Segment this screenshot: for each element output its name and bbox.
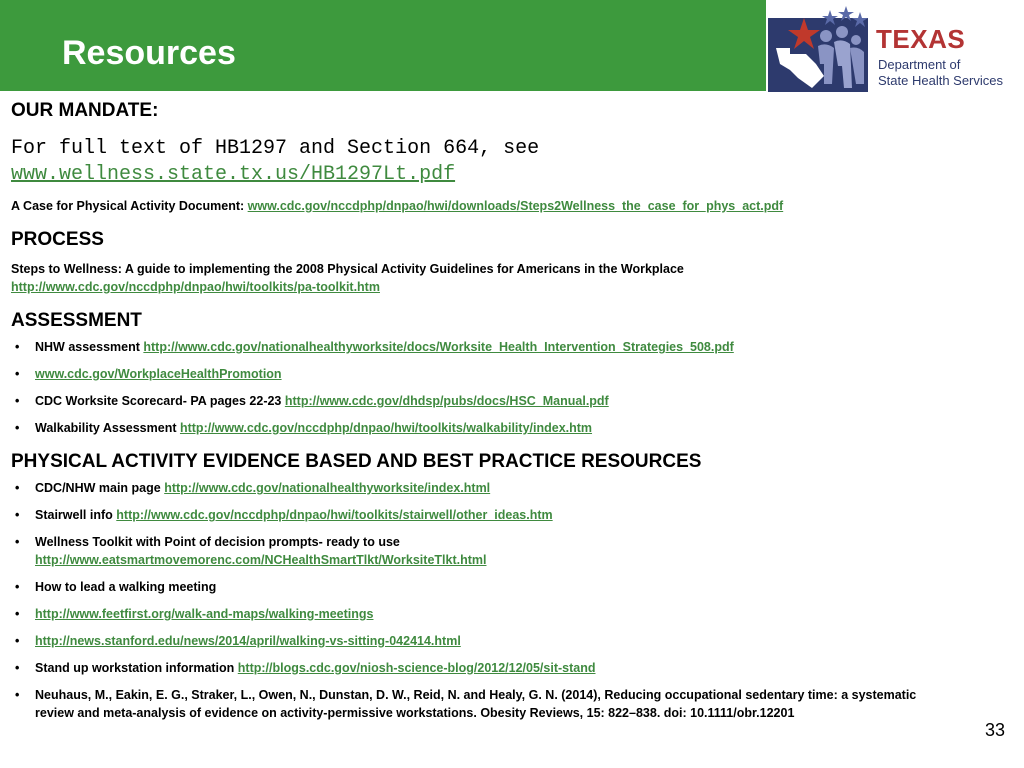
page-title: Resources [62,34,236,72]
mandate-link[interactable]: www.wellness.state.tx.us/HB1297Lt.pdf [11,163,456,186]
item-label: Stairwell info [35,508,117,522]
mandate-text: For full text of HB1297 and Section 664, see [11,137,540,160]
case-link[interactable]: www.cdc.gov/nccdphp/dnpao/hwi/downloads/Steps2Wellness_the_case_for_phys_act.pdf [247,199,784,213]
item-label: Neuhaus, M., Eakin, E. G., Straker, L., Owen, N., Dunstan, D. W., Reid, N. and Healy, G. N. (2014), Reducing occupational sedentary time: a systematic review and meta-analysis of evidence on activity-permissive workstations. Obesity Reviews, 15: 822–838. doi: 10.1111/obr.12201 [35,688,917,720]
list-item [11,659,1011,677]
mandate-link-row [11,162,1011,188]
item-link[interactable]: http://www.feetfirst.org/walk-and-maps/walking-meetings [35,607,374,621]
case-document-row [11,197,1011,215]
logo-texas-text: TEXAS [876,24,966,54]
item-link[interactable]: http://www.cdc.gov/nationalhealthyworksite/docs/Worksite_Health_Intervention_Strategies_508.pdf [143,340,734,354]
process-heading: PROCESS [11,229,104,250]
logo-emblem-icon [768,4,878,96]
texas-dshs-logo [768,4,1020,96]
item-label: How to lead a walking meeting [35,580,217,594]
item-link[interactable]: http://news.stanford.edu/news/2014/april/walking-vs-sitting-042414.html [35,634,461,648]
list-item [11,686,955,722]
list-item [11,365,1011,383]
process-link[interactable]: http://www.cdc.gov/nccdphp/dnpao/hwi/toolkits/pa-toolkit.htm [11,280,380,294]
item-link[interactable]: www.cdc.gov/WorkplaceHealthPromotion [35,367,282,381]
item-label: Wellness Toolkit with Point of decision prompts- ready to use [35,535,400,549]
main-content [11,100,1011,722]
mandate-heading: OUR MANDATE: [11,100,159,121]
title-bar [0,0,766,91]
item-link[interactable]: http://www.cdc.gov/nccdphp/dnpao/hwi/toolkits/stairwell/other_ideas.htm [116,508,553,522]
item-label: CDC/NHW main page [35,481,165,495]
resources-heading: PHYSICAL ACTIVITY EVIDENCE BASED AND BEST PRACTICE RESOURCES [11,451,702,472]
list-item [11,578,1011,596]
list-item [11,605,1011,623]
case-label: A Case for Physical Activity Document: [11,199,248,213]
logo-department-text [878,57,1003,89]
logo-line-2: Department of [878,57,961,72]
assessment-heading: ASSESSMENT [11,310,142,331]
page-number: 33 [984,720,1005,740]
item-link[interactable]: http://www.eatsmartmovemorenc.com/NCHealthSmartTlkt/WorksiteTlkt.html [35,553,487,567]
process-text: Steps to Wellness: A guide to implementing the 2008 Physical Activity Guidelines for Americans in the Workplace [11,262,684,276]
item-label: NHW assessment [35,340,144,354]
list-item [11,506,1011,524]
item-label: CDC Worksite Scorecard- PA pages 22-23 [35,394,285,408]
item-link[interactable]: http://blogs.cdc.gov/niosh-science-blog/2012/12/05/sit-stand [237,661,596,675]
assessment-list [11,338,1011,437]
list-item [11,479,1011,497]
list-item [11,419,1011,437]
list-item [11,632,1011,650]
item-link[interactable]: http://www.cdc.gov/nationalhealthyworksite/index.html [164,481,491,495]
list-item [11,392,1011,410]
item-label: Stand up workstation information [35,661,238,675]
item-label: Walkability Assessment [35,421,180,435]
item-link[interactable]: http://www.cdc.gov/dhdsp/pubs/docs/HSC_Manual.pdf [284,394,609,408]
logo-line-3: State Health Services [878,73,1004,88]
resources-list [11,479,1011,722]
list-item [11,338,1011,356]
list-item [11,533,1011,569]
process-link-row [11,278,1011,296]
item-link[interactable]: http://www.cdc.gov/nccdphp/dnpao/hwi/toolkits/walkability/index.htm [179,421,593,435]
